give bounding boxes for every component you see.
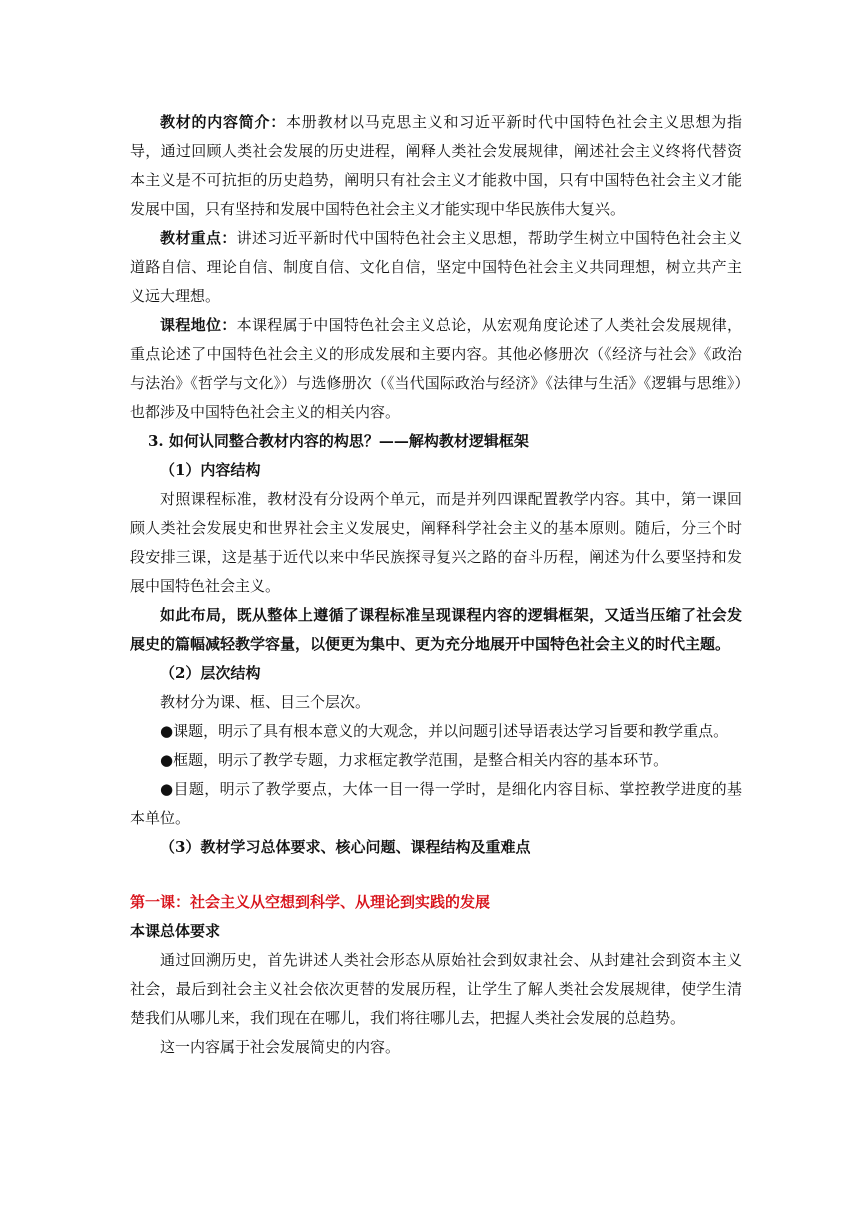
paragraph-layout-summary: 如此布局，既从整体上遵循了课程标准呈现课程内容的逻辑框架，又适当压缩了社会发展史的篇幅减轻教学容量，以便更为集中、更为充分地展开中国特色社会主义的时代主题。 [130, 606, 742, 653]
paragraph-content-structure: 对照课程标准，教材没有分设两个单元，而是并列四课配置教学内容。其中，第一课回顾人类社会发展史和世界社会主义发展史，阐释科学社会主义的基本原则。随后，分三个时段安排三课，这是基于近代以来中华民族探寻复兴之路的奋斗历程，阐述为什么要坚持和发展中国特色社会主义。 [130, 490, 742, 595]
paragraph-lesson-requirements: 通过回溯历史，首先讲述人类社会形态从原始社会到奴隶社会、从封建社会到资本主义社会，最后到社会主义社会依次更替的发展历程，让学生了解人类社会发展规律，使学生清楚我们从哪儿来，我们现在在哪儿，我们将往哪儿去，把握人类社会发展的总趋势。 [130, 951, 742, 1027]
lesson-one-title: 第一课：社会主义从空想到科学、从理论到实践的发展 [130, 893, 491, 911]
paragraph-course-status [130, 311, 742, 427]
subheading-level-structure: （2）层次结构 [160, 664, 261, 682]
subheading-content-structure: （1）内容结构 [160, 461, 261, 479]
paragraph-lesson-content-type: 这一内容属于社会发展简史的内容。 [160, 1038, 401, 1056]
lesson-requirements-label: 本课总体要求 [130, 922, 221, 940]
subheading-overall-requirements: （3）教材学习总体要求、核心问题、课程结构及重难点 [160, 838, 531, 856]
paragraph-key-points [130, 224, 742, 311]
paragraph-level-intro: 教材分为课、框、目三个层次。 [160, 693, 371, 711]
section-heading-3: 3. 如何认同整合教材内容的构思？——解构教材逻辑框架 [148, 432, 529, 450]
bullet-item-title: ●目题，明示了教学要点，大体一目一得一学时，是细化内容目标、掌控教学进度的基本单位。 [130, 780, 742, 827]
bullet-lesson-title: ●课题，明示了具有根本意义的大观念，并以问题引述导语表达学习旨要和教学重点。 [160, 722, 729, 740]
label-key-points: 教材重点： [160, 229, 237, 247]
paragraph-content-intro [130, 108, 742, 224]
text-key-points: 讲述习近平新时代中国特色社会主义思想，帮助学生树立中国特色社会主义道路自信、理论自信、制度自信、文化自信，坚定中国特色社会主义共同理想，树立共产主义远大理想。 [130, 229, 742, 305]
bullet-frame-title: ●框题，明示了教学专题，力求框定教学范围，是整合相关内容的基本环节。 [160, 751, 669, 769]
text-course-status: 本课程属于中国特色社会主义总论，从宏观角度论述了人类社会发展规律，重点论述了中国特色社会主义的形成发展和主要内容。其他必修册次（《经济与社会》《政治与法治》《哲学与文化》）与选修册次（《当代国际政治与经济》《法律与生活》《逻辑与思维》）也都涉及中国特色社会主义的相关内容。 [130, 316, 742, 421]
label-course-status: 课程地位： [160, 316, 237, 334]
text-content-intro: 本册教材以马克思主义和习近平新时代中国特色社会主义思想为指导，通过回顾人类社会发展的历史进程，阐释人类社会发展规律，阐述社会主义终将代替资本主义是不可抗拒的历史趋势，阐明只有社会主义才能救中国，只有中国特色社会主义才能发展中国，只有坚持和发展中国特色社会主义才能实现中华民族伟大复兴。 [130, 113, 742, 218]
spacer [130, 862, 742, 888]
document-body [130, 108, 742, 1062]
label-content-intro: 教材的内容简介： [160, 113, 286, 131]
